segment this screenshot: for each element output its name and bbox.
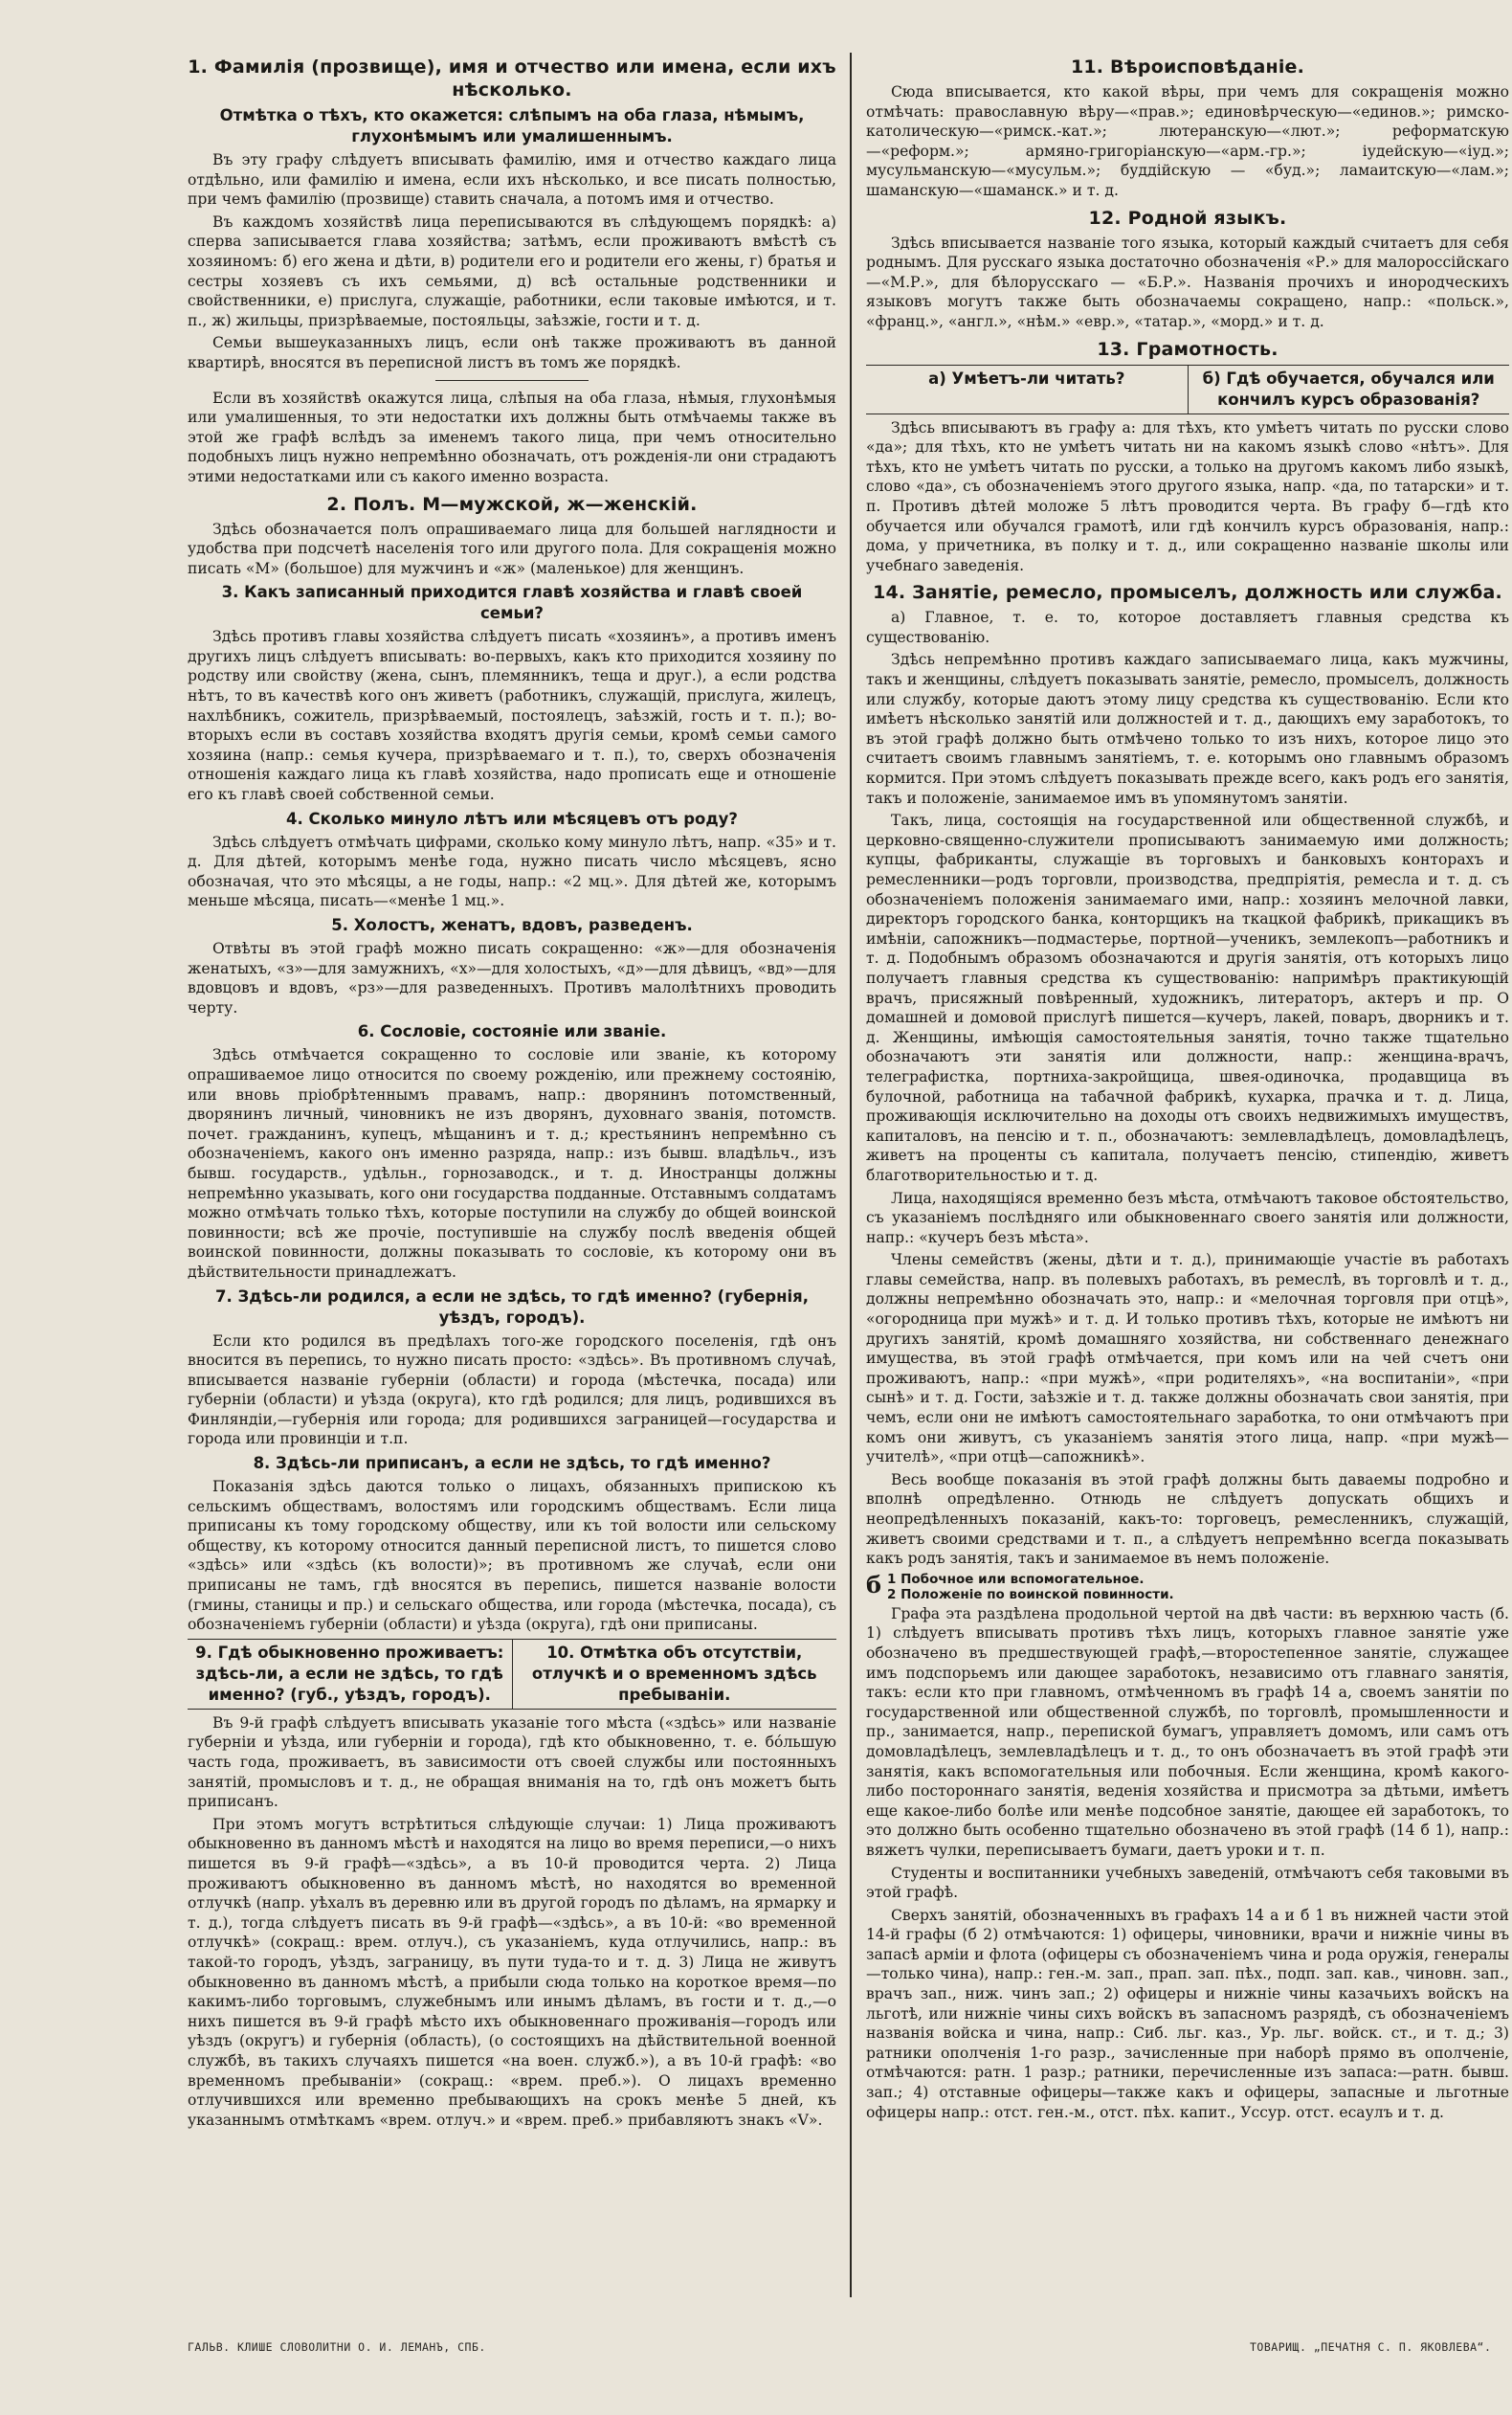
section-12-heading: 12. Родной языкъ. [1088, 207, 1287, 229]
paragraph: Здѣсь обозначается полъ опрашиваемаго лица для большей наглядности и удобства при подсчетѣ населенія того или другого пола. Для сокращенія можно писать «М» (большое) для мужчинъ и «ж» (маленькое) для женщинъ. [188, 520, 836, 577]
paragraph: Если въ хозяйствѣ окажутся лица, слѣпыя на оба глаза, нѣмыя, глухонѣмыя или умалишенныя, то эти недостатки ихъ должны быть отмѣчаемы также въ этой же графѣ вслѣдъ за именемъ такого лица, при чемъ относительно подобныхъ лицъ нужно непремѣнно обозначать, отъ рожденія-ли они страдаютъ этими недостатками или съ какого именно возраста. [188, 389, 836, 485]
section-7-heading: 7. Здѣсь-ли родился, а если не здѣсь, то гдѣ именно? (губернія, уѣздъ, городъ). [214, 1286, 810, 1327]
section-1-heading: 1. Фамилія (прозвище), имя и отчество или имена, если ихъ нѣсколько. [188, 56, 836, 101]
paragraph: Такъ, лица, состоящія на государственной или общественной службѣ, и церковно-священно-служители прописываютъ занимаемую ими должность; купцы, фабриканты, служащіе въ торговыхъ и банковыхъ конторахъ и ремесленники—родъ торговли, производства, предпріятія, ремесла и т. д. съ обозначеніемъ положенія занимаемаго ими, напр.: хозяинъ мелочной лавки, директоръ городского банка, конторщикъ на ткацкой фабрикѣ, прикащикъ въ имѣніи, сапожникъ—подмастерье, портной—ученикъ, землекопъ—работникъ и т. д. Подобнымъ образомъ обозначаются и другія занятія, отъ которыхъ лицо получаетъ главныя средства къ существованію: напримѣръ практикующій врачъ, присяжный повѣренный, художникъ, литераторъ, актеръ и пр. О домашней и домовой прислугѣ пишется—кучеръ, лакей, поваръ, дворникъ и т. д. Женщины, имѣющія самостоятельныя занятія, точно также тщательно обозначаютъ эти занятія или должности, напр.: женщина-врачъ, телеграфистка, портниха-закройщица, швея-одиночка, продавщица въ булочной, работница на табачной фабрикѣ, кухарка, прачка и т. д. Лица, проживающія исключительно на доходы отъ своихъ недвижимыхъ имуществъ, капиталовъ, на пенсію и т. п., обозначаютъ: землевладѣлецъ, домовладѣлецъ, живетъ на проценты съ капитала, получаетъ пенсію, стипендію, живетъ благотворительностью и т. д. [866, 812, 1509, 1184]
paragraph: Здѣсь противъ главы хозяйства слѣдуетъ писать «хозяинъ», а противъ именъ другихъ лицъ слѣдуетъ вписывать: во-первыхъ, какъ кто приходится хозяину по родству или свойству (жена, сынъ, племянникъ, теща и друг.), а если родства нѣтъ, то въ качествѣ кого онъ живетъ (работникъ, служащій, прислуга, жилецъ, нахлѣбникъ, сожитель, призрѣваемый, постоялецъ, заѣзжій, гость и т. п.); во-вторыхъ если въ составъ хозяйства входятъ другія семьи, кромѣ семьи самого хозяина (напр.: семья кучера, призрѣваемаго и т. п.), то, сверхъ обозначенія отношенія каждаго лица къ главѣ хозяйства, надо прописать еще и отношеніе его къ главѣ своей собственной семьи. [188, 628, 836, 804]
section-4-heading: 4. Сколько минуло лѣтъ или мѣсяцевъ отъ роду? [285, 809, 739, 828]
subsection-2-label: 2 Положеніе по воинской повинности. [887, 1586, 1174, 1602]
paragraph: Сверхъ занятій, обозначенныхъ въ графахъ 14 а и б 1 въ нижней части этой 14-й графы (б 2) отмѣчаются: 1) офицеры, чиновники, врачи и нижніе чины въ запасѣ арміи и флота (офицеры съ обозначеніемъ чина и рода оружія, генералы—только чина), напр.: ген.-м. зап., прап. зап. пѣх., подп. зап. кав., чиновн. зап., врачъ зап., ниж. чинъ зап.; 2) офицеры и нижніе чины казачьихъ войскъ на льготѣ, или нижніе чины сихъ войскъ въ запасномъ разрядѣ, съ обозначеніемъ названія войска и чина, напр.: Сиб. льг. каз., Ур. льг. войск. ст., и т. д.; 3) ратники ополченія 1-го разр., зачисленные при наборѣ прямо въ ополченіе, отмѣчаются: ратн. 1 разр.; ратники, перечисленные изъ запаса:—ратн. бывш. зап.; 4) отставные офицеры—также какъ и офицеры, запасные и льготные офицеры напр.: отст. ген.-м., отст. пѣх. капит., Уссур. отст. есаулъ и т. д. [866, 1906, 1509, 2121]
paragraph: Показанія здѣсь даются только о лицахъ, обязанныхъ припискою къ сельскимъ обществамъ, волостямъ или городскимъ обществамъ. Если лица приписаны къ тому городскому обществу, или къ той волости или сельскому обществу, къ которому относится данный переписной листъ, то пишется слово «здѣсь» или «здѣсь (къ волости)»; въ противномъ же случаѣ, если они приписаны не тамъ, гдѣ вносятся въ перепись, пишется названіе волости (гмины, станицы и пр.) и сельскаго общества, или города (мѣстечка, посада), съ обозначеніемъ губерніи (области) и уѣзда (округа), гдѣ они приписаны. [188, 1478, 836, 1634]
paragraph: Здѣсь непремѣнно противъ каждаго записываемаго лица, какъ мужчины, такъ и женщины, слѣдуетъ показывать занятіе, ремесло, промыселъ, должность или службу, которые даютъ этому лицу средства къ существованію. Если кто имѣетъ нѣсколько занятій или должностей и т. д., дающихъ ему заработокъ, то въ этой графѣ должно быть отмѣчено только то изъ нихъ, которое лицо это считаетъ своимъ главнымъ занятіемъ, т. е. которымъ оно главнымъ образомъ кормится. При этомъ слѣдуетъ показывать прежде всего, какъ родъ его занятія, такъ и положеніе, занимаемое имъ въ упомянутомъ занятіи. [866, 651, 1509, 807]
paragraph: Студенты и воспитанники учебныхъ заведеній, отмѣчаютъ себя таковыми въ этой графѣ. [866, 1864, 1509, 1902]
right-column [866, 50, 1509, 2125]
paragraph: Графа эта раздѣлена продольной чертой на двѣ части: въ верхнюю часть (б. 1) слѣдуетъ вписывать противъ тѣхъ лицъ, которыхъ главное занятіе уже обозначено въ предшествующей графѣ,—второстепенное занятіе, служащее имъ подспорьемъ или дающее заработокъ, независимо отъ главнаго занятія, такъ: если кто при главномъ, отмѣченномъ въ графѣ 14 а, своемъ занятіи по государственной или общественной службѣ, по торговлѣ, промышленности и пр., занимается, напр., перепиской бумагъ, управляетъ домомъ, или самъ отъ домовладѣлецъ, землевладѣлецъ и т. д., то онъ обозначаетъ въ этой графѣ эти занятія, какъ вспомогательныя или побочныя. Если женщина, кромѣ какого-либо постороннаго занятія, веденія хозяйства и присмотра за дѣтьми, имѣетъ еще какое-либо болѣе или менѣе подсобное занятіе, дающее ей заработокъ, то это должно быть особенно тщательно обозначено въ этой графѣ (14 б 1), напр.: вяжетъ чулки, переписываетъ бумаги, даетъ уроки и т. п. [866, 1604, 1509, 1859]
paragraph: Здѣсь отмѣчается сокращенно то сословіе или званіе, къ которому опрашиваемое лицо относится по своему рожденію, или прежнему состоянію, или вновь пріобрѣтеннымъ правамъ, напр.: дворянинъ потомственный, дворянинъ личный, чиновникъ не изъ дворянъ, духовнаго званія, потомств. почет. гражданинъ, купецъ, мѣщанинъ и т. д.; крестьянинъ непремѣнно съ обозначеніемъ, какого онъ именно разряда, напр.: изъ бывш. владѣльч., изъ бывш. государств., удѣльн., горнозаводск., и т. д. Иностранцы должны непремѣнно указывать, кого они государства подданные. Отставнымъ солдатамъ можно отмѣчать только тѣхъ, которые поступили на службу до общей воинской повинности; всѣ же прочіе, поступившіе на службу послѣ введенія общей воинской повинности, должны показывать то сословіе, къ которому они въ дѣйствительности принадлежатъ. [188, 1046, 836, 1281]
paragraph: Отвѣты въ этой графѣ можно писать сокращенно: «ж»—для обозначенія женатыхъ, «з»—для замужнихъ, «х»—для холостыхъ, «д»—для дѣвицъ, «вд»—для вдовцовъ и вдовъ, «рз»—для разведенныхъ. Противъ малолѣтнихъ проводить черту. [188, 940, 836, 1017]
paragraph: Въ эту графу слѣдуетъ вписывать фамилію, имя и отчество каждаго лица отдѣльно, или фамилію и имена, если ихъ нѣсколько, и все писать полностью, при чемъ фамилію (прозвище) ставить сначала, а потомъ имя и отчество. [188, 151, 836, 209]
paragraph: Семьи вышеуказанныхъ лицъ, если онѣ также проживаютъ въ данной квартирѣ, вносятся въ переписной листъ въ томъ же порядкѣ. [188, 334, 836, 371]
paragraph: а) Главное, т. е. то, которое доставляетъ главныя средства къ существованію. [866, 609, 1509, 646]
paragraph: Если кто родился въ предѣлахъ того-же городского поселенія, гдѣ онъ вносится въ перепись, то нужно писать просто: «здѣсь». Въ противномъ случаѣ, вписывается названіе губерніи (области) и города (мѣстечка, посада) или губерніи (области) и уѣзда (округа), кто гдѣ родился; для лицъ, родившихся въ Финляндіи,—губернія или города; для родившихся заграницей—государства и города или провинціи и т.п. [188, 1331, 836, 1448]
paragraph: Въ 9-й графѣ слѣдуетъ вписывать указаніе того мѣста («здѣсь» или названіе губерніи и уѣзда, или губерніи и города), гдѣ кто обыкновенно, т. е. бо́льшую часть года, проживаетъ, въ зависимости отъ своей службы или постоянныхъ занятій, промысловъ и т. д., не обращая вниманія на то, гдѣ онъ можетъ быть приписанъ. [188, 1713, 836, 1811]
subsection-letter: б [866, 1570, 882, 1599]
section-14-heading: 14. Занятіе, ремесло, промыселъ, должность или служба. [873, 582, 1502, 604]
section-13b-cell [1188, 366, 1510, 414]
section-13a-heading: а) Умѣетъ-ли читать? [928, 369, 1125, 388]
section-13b-heading: б) Гдѣ обучается, обучался или кончилъ курсъ образованія? [1202, 369, 1495, 409]
subsection-lines [887, 1572, 1509, 1602]
section-11-heading: 11. Вѣроисповѣданіе. [1070, 56, 1305, 78]
paragraph: Здѣсь вписывается названіе того языка, который каждый считаетъ для себя роднымъ. Для русскаго языка достаточно обозначенія «Р.» для малороссійскаго—«М.Р.», для бѣлорусскаго — «Б.Р.». Названія прочихъ и инородческихъ языковъ могутъ также быть обозначаемы сокращено, напр.: «польск.», «франц.», «англ.», «нѣм.» «евр.», «татар.», «морд.» и т. д. [866, 234, 1509, 330]
paragraph: Лица, находящіяся временно безъ мѣста, отмѣчаютъ таковое обстоятельство, съ указаніемъ послѣдняго или обыкновеннаго своего занятія или должности, напр.: «кучеръ безъ мѣста». [866, 1189, 1509, 1246]
section-2-heading: 2. Полъ. М—мужской, ж—женскій. [326, 493, 698, 515]
paragraph: Здѣсь вписываютъ въ графу а: для тѣхъ, кто умѣетъ читать по русски слово «да»; для тѣхъ, кто не умѣетъ читать ни на какомъ языкѣ слово «нѣтъ». Для тѣхъ, кто не умѣетъ читать по русски, а только на другомъ какомъ либо языкѣ, слово «да», съ обозначеніемъ этого другого языка, напр. «да, по татарски» и т. п. Противъ дѣтей моложе 5 лѣтъ проводится черта. Въ графу б—гдѣ кто обучается или обучался грамотѣ, или гдѣ кончилъ курсъ образованія, напр.: дома, у причетника, въ полку и т. д., или сокращенно названіе школы или учебнаго заведенія. [866, 418, 1509, 574]
section-9-cell [188, 1640, 512, 1709]
column-divider [850, 53, 852, 2297]
section-10-cell [512, 1640, 837, 1709]
paragraph: Члены семействъ (жены, дѣти и т. д.), принимающіе участіе въ работахъ главы семейства, напр. въ полевыхъ работахъ, въ ремеслѣ, въ торговлѣ и т. д., должны непремѣнно обозначать это, напр.: и «мелочная торговля при отцѣ», «огородница при мужѣ» и т. д. И только противъ тѣхъ, которые не имѣютъ ни другихъ занятій, кромѣ домашняго хозяйства, ни собственнаго денежнаго имущества, въ этой графѣ отмѣчается, при комъ или на чей счетъ они проживаютъ, напр.: «при мужѣ», «при родителяхъ», «на воспитаніи», «при сынѣ» и т. д. Гости, заѣзжіе и т. д. также должны обозначать свои занятія, при чемъ, если они не имѣютъ самостоятельнаго заработка, то они отмѣчаютъ при комъ они живутъ, съ указаніемъ занятія этого лица, напр. «при мужѣ—учителѣ», «при отцѣ—сапожникѣ». [866, 1251, 1509, 1466]
left-column [188, 50, 836, 2133]
section-1-subheading: Отмѣтка о тѣхъ, кто окажется: слѣпымъ на оба глаза, нѣмымъ, глухонѣмымъ или умалишеннымъ. [219, 106, 805, 145]
section-14b-subheader [866, 1572, 1509, 1602]
section-6-heading: 6. Сословіе, состояніе или званіе. [357, 1022, 667, 1041]
section-9-10-header [188, 1639, 836, 1710]
section-5-heading: 5. Холостъ, женатъ, вдовъ, разведенъ. [331, 916, 693, 934]
paragraph: Весь вообще показанія въ этой графѣ должны быть даваемы подробно и вполнѣ опредѣленно. Отнюдь не слѣдуетъ допускать общихъ и неопредѣленныхъ показаній, какъ-то: торговецъ, ремесленникъ, служащій, живетъ своими средствами и т. п., а слѣдуетъ непремѣнно всегда показывать какъ родъ занятія, такъ и занимаемое въ немъ положеніе. [866, 1470, 1509, 1568]
section-8-heading: 8. Здѣсь-ли приписанъ, а если не здѣсь, то гдѣ именно? [253, 1454, 771, 1473]
footer-right-imprint: ТОВАРИЩ. „ПЕЧАТНЯ С. П. ЯКОВЛЕВА“. [1250, 2340, 1492, 2354]
section-13a-cell [866, 366, 1188, 414]
paragraph: При этомъ могутъ встрѣтиться слѣдующіе случаи: 1) Лица проживаютъ обыкновенно въ данномъ мѣстѣ и находятся на лицо во время переписи,—о нихъ пишется въ 9-й графѣ—«здѣсь», а въ 10-й проводится черта. 2) Лица проживаютъ обыкновенно въ данномъ мѣстѣ, но находятся во временной отлучкѣ (напр. уѣхалъ въ деревню или въ другой городъ по дѣламъ, на ярмарку и т. д.), тогда слѣдуетъ писать въ 9-й графѣ—«здѣсь», а въ 10-й: «во временной отлучкѣ» (сокращ.: врем. отлуч.), съ указаніемъ, куда отлучились, напр.: въ такой-то городъ, уѣздъ, заграницу, въ пути туда-то и т. д. 3) Лица не живутъ обыкновенно въ данномъ мѣстѣ, а прибыли сюда только на короткое время—по какимъ-либо торговымъ, служебнымъ или инымъ дѣламъ, въ гости и т. д.,—о нихъ пишется въ 9-й графѣ мѣсто ихъ обыкновеннаго проживанія—городъ или уѣздъ (округъ) и губернія (область), (о состоящихъ на дѣйствительной военной службѣ, въ такихъ случаяхъ пишется «на воен. служб.»), а въ 10-й графѣ: «во временномъ пребываніи» (сокращ.: «врем. преб.»). О лицахъ временно отлучившихся или временно пребывающихъ на срокъ менѣе 5 дней, къ указаннымъ отмѣткамъ «врем. отлуч.» и «врем. преб.» прибавляютъ знакъ «V». [188, 1815, 836, 2129]
section-10-heading: 10. Отмѣтка объ отсутствіи, отлучкѣ и о временномъ здѣсь пребываніи. [531, 1643, 817, 1704]
footer-left-imprint: ГАЛЬВ. КЛИШЕ СЛОВОЛИТНИ О. И. ЛЕМАНЪ, СПБ. [188, 2340, 486, 2354]
section-13-heading: 13. Грамотность. [1097, 338, 1279, 360]
divider-rule [435, 380, 589, 381]
paragraph: Здѣсь слѣдуетъ отмѣчать цифрами, сколько кому минуло лѣтъ, напр. «35» и т. д. Для дѣтей, которымъ менѣе года, нужно писать число мѣсяцевъ, ясно обозначая, что это мѣсяцы, а не годы, напр.: «2 мц.». Для дѣтей же, которымъ меньше мѣсяца, писать—«менѣе 1 мц.». [188, 833, 836, 910]
paragraph: Въ каждомъ хозяйствѣ лица переписываются въ слѣдующемъ порядкѣ: а) сперва записывается глава хозяйства; затѣмъ, если проживаютъ вмѣстѣ съ хозяиномъ: б) его жена и дѣти, в) родители его и родители его жены, г) братья и сестры хозяевъ съ ихъ семьями, д) всѣ остальные родственники и свойственники, е) прислуга, служащіе, работники, если таковые имѣются, и т. п., ж) жильцы, призрѣваемые, постояльцы, заѣзжіе, гости и т. д. [188, 212, 836, 329]
section-13-subheader [866, 365, 1509, 414]
paragraph: Сюда вписывается, кто какой вѣры, при чемъ для сокращенія можно отмѣчать: православную вѣру—«прав.»; единовѣрческую—«единов.»; римско-католическую—«римск.-кат.»; лютеранскую—«лют.»; реформатскую—«реформ.»; армяно-григоріанскую—«арм.-гр.»; іудейскую—«іуд.»; мусульманскую—«мусульм.»; буддійскую — «буд.»; ламаитскую—«лам.»; шаманскую—«шаманск.» и т. д. [866, 83, 1509, 199]
section-9-heading: 9. Гдѣ обыкновенно проживаетъ: здѣсь-ли, а если не здѣсь, то гдѣ именно? (губ., уѣздъ, городъ). [195, 1643, 504, 1704]
section-3-heading: 3. Какъ записанный приходится главѣ хозяйства и главѣ своей семьи? [221, 583, 803, 623]
subsection-1-label: 1 Побочное или вспомогательное. [887, 1571, 1145, 1587]
